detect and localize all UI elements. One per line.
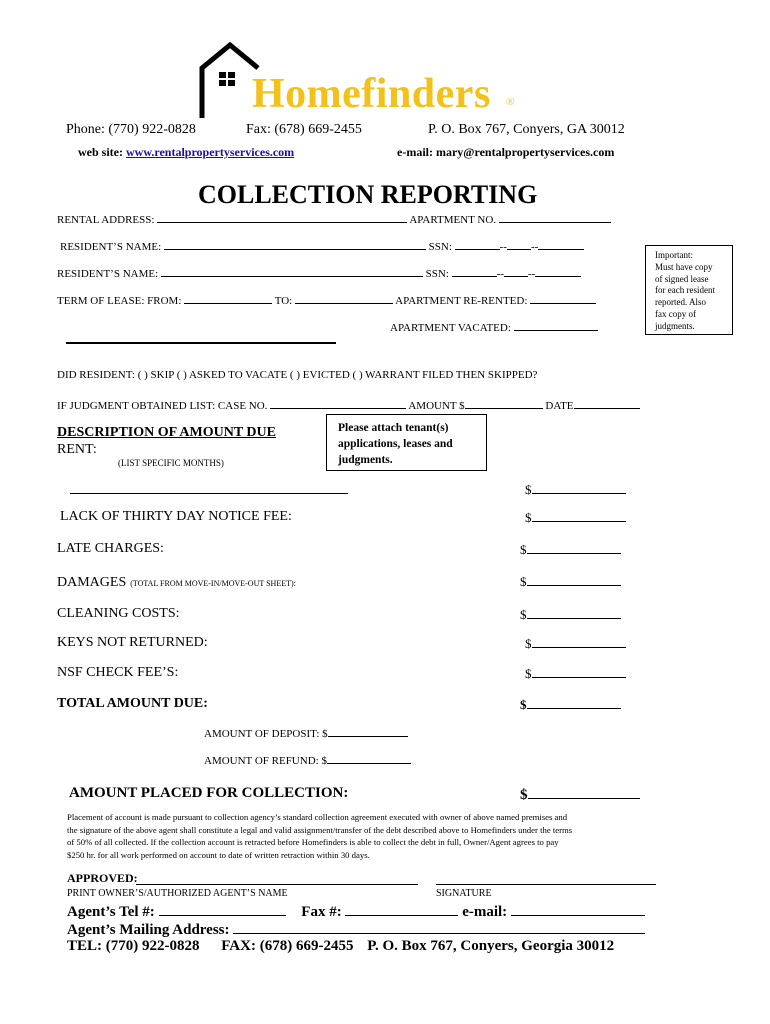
- deposit-field[interactable]: [328, 725, 408, 737]
- important-note-line: fax copy of: [655, 308, 696, 319]
- ssn-field-part3[interactable]: [535, 265, 581, 277]
- important-note-line: Important:: [655, 250, 693, 260]
- ssn-separator: --: [499, 241, 507, 253]
- judgment-amount-field[interactable]: [465, 397, 543, 409]
- damages-amount: [520, 574, 621, 590]
- dollar-sign: $: [520, 697, 527, 712]
- judgment-amount-label: AMOUNT $: [408, 400, 465, 412]
- ssn-label: SSN:: [428, 241, 452, 253]
- amount-placed-field[interactable]: [528, 785, 640, 799]
- lease-term-row: [57, 292, 596, 307]
- amount-placed-amount: [520, 785, 640, 804]
- approved-row: [67, 871, 138, 886]
- judgment-row: [57, 397, 640, 412]
- term-from-field[interactable]: [184, 292, 272, 304]
- rent-amount-field[interactable]: [532, 482, 626, 494]
- agent-email-field[interactable]: [511, 902, 645, 916]
- apartment-no-label: APARTMENT NO.: [409, 214, 497, 226]
- phone-text: Phone: (770) 922-0828: [66, 122, 196, 137]
- website-link[interactable]: www.rentalpropertyservices.com: [126, 145, 295, 159]
- keys-label: KEYS NOT RETURNED:: [57, 635, 208, 650]
- registered-mark: ®: [506, 96, 515, 108]
- apartment-vacated-field[interactable]: [514, 319, 598, 331]
- rental-address-row: [57, 211, 611, 226]
- dollar-sign: $: [520, 542, 527, 557]
- refund-label: AMOUNT OF REFUND: $: [204, 755, 327, 767]
- attach-note-box: [326, 414, 487, 471]
- legal-paragraph: [67, 811, 572, 861]
- refund-row: [204, 752, 411, 767]
- apartment-vacated-row: [390, 319, 598, 334]
- ssn-field-part1[interactable]: [455, 238, 500, 250]
- resident-name-row-1: [60, 238, 584, 253]
- judgment-date-field[interactable]: [574, 397, 640, 409]
- agent-contact-row: [67, 902, 645, 921]
- term-from-label: TERM OF LEASE: FROM:: [57, 295, 182, 307]
- dollar-sign: $: [520, 787, 528, 803]
- case-no-field[interactable]: [270, 397, 406, 409]
- dollar-sign: $: [525, 510, 532, 525]
- agent-mailing-label: Agent’s Mailing Address:: [67, 922, 230, 938]
- dollar-sign: $: [520, 607, 527, 622]
- footer-contact: [67, 938, 614, 955]
- dollar-sign: $: [525, 636, 532, 651]
- resident-name-field[interactable]: [164, 238, 426, 250]
- ssn-field-part3[interactable]: [538, 238, 584, 250]
- dollar-sign: $: [525, 482, 532, 497]
- resident-name-label: RESIDENT’S NAME:: [57, 268, 159, 280]
- case-no-label: IF JUDGMENT OBTAINED LIST: CASE NO.: [57, 400, 268, 412]
- late-charges-field[interactable]: [527, 542, 621, 554]
- list-months-note: (LIST SPECIFIC MONTHS): [118, 458, 224, 468]
- thirty-day-label: LACK OF THIRTY DAY NOTICE FEE:: [60, 509, 292, 524]
- nsf-amount: [525, 666, 626, 682]
- term-to-label: TO:: [274, 295, 293, 307]
- signature-label: SIGNATURE: [436, 888, 492, 899]
- attach-note-line: applications, leases and: [338, 438, 453, 450]
- agent-fax-field[interactable]: [345, 902, 458, 916]
- cleaning-label: CLEANING COSTS:: [57, 606, 180, 621]
- damages-row: [57, 573, 296, 591]
- refund-field[interactable]: [327, 752, 411, 764]
- important-note-box: [645, 245, 733, 335]
- ssn-label: SSN:: [425, 268, 449, 280]
- late-charges-label: LATE CHARGES:: [57, 541, 164, 556]
- ssn-separator: --: [527, 268, 536, 280]
- damages-label: DAMAGES: [57, 575, 127, 590]
- cleaning-field[interactable]: [527, 607, 621, 619]
- resident-name-field[interactable]: [161, 265, 423, 277]
- agent-tel-label: Agent’s Tel #:: [67, 904, 155, 920]
- brand-name: Homefinders: [252, 71, 491, 117]
- resident-name-row-2: [57, 265, 581, 280]
- ssn-separator: --: [530, 241, 539, 253]
- footer-po-box: P. O. Box 767, Conyers, Georgia 30012: [367, 938, 615, 954]
- term-to-field[interactable]: [295, 292, 393, 304]
- rent-label: RENT:: [57, 442, 97, 457]
- agent-mailing-field[interactable]: [233, 920, 645, 934]
- signature-field[interactable]: [436, 884, 656, 885]
- nsf-label: NSF CHECK FEE’S:: [57, 665, 179, 680]
- agent-tel-field[interactable]: [159, 902, 286, 916]
- rent-months-field[interactable]: [70, 493, 348, 494]
- footer-tel: TEL: (770) 922-0828: [67, 938, 200, 954]
- damages-field[interactable]: [527, 574, 621, 586]
- dollar-sign: $: [525, 666, 532, 681]
- thirty-day-amount: [525, 510, 626, 526]
- important-note-line: for each resident: [655, 285, 715, 296]
- important-note-line: judgments.: [655, 320, 695, 331]
- dollar-sign: $: [520, 574, 527, 589]
- keys-field[interactable]: [532, 636, 626, 648]
- did-resident-options[interactable]: DID RESIDENT: ( ) SKIP ( ) ASKED TO VACATE ( ) EVICTED ( ) WARRANT FILED THEN SKIPPED?: [57, 369, 538, 381]
- approved-name-field[interactable]: [136, 884, 418, 885]
- page-title: COLLECTION REPORTING: [198, 180, 538, 209]
- important-note-line: reported. Also: [655, 297, 706, 308]
- rent-amount: [525, 482, 626, 498]
- thirty-day-field[interactable]: [532, 510, 626, 522]
- late-charges-amount: [520, 542, 621, 558]
- website-line: [78, 145, 294, 160]
- ssn-field-part2[interactable]: [507, 238, 531, 250]
- nsf-field[interactable]: [532, 666, 626, 678]
- apartment-rerented-label: APARTMENT RE-RENTED:: [395, 295, 528, 307]
- ssn-field-part1[interactable]: [452, 265, 497, 277]
- judgment-date-label: DATE: [545, 400, 574, 412]
- resident-name-label: RESIDENT’S NAME:: [60, 241, 162, 253]
- attach-note-line: judgments.: [338, 454, 393, 466]
- ssn-field-part2[interactable]: [504, 265, 528, 277]
- legal-line: of 50% of all collected. If the collection account is retracted before Homefinders is able to collect the debt in full, Owner/Agent agrees to pay: [67, 837, 559, 848]
- ssn-separator: --: [496, 268, 504, 280]
- apartment-rerented-field[interactable]: [530, 292, 596, 304]
- attach-note-line: Please attach tenant(s): [338, 422, 449, 434]
- rental-address-field[interactable]: [157, 211, 407, 223]
- amount-placed-label: AMOUNT PLACED FOR COLLECTION:: [69, 785, 349, 801]
- agent-mailing-row: [67, 920, 645, 939]
- print-name-label: PRINT OWNER’S/AUTHORIZED AGENT’S NAME: [67, 888, 288, 899]
- cleaning-amount: [520, 607, 621, 623]
- amount-due-heading: DESCRIPTION OF AMOUNT DUE: [57, 425, 276, 440]
- legal-line: the signature of the above agent shall constitute a legal and valid assignment/transfer of the debt described above to Homefinders under the terms: [67, 824, 573, 835]
- agent-email-label: e-mail:: [462, 904, 508, 920]
- agent-fax-label: Fax #:: [301, 904, 342, 920]
- total-label: TOTAL AMOUNT DUE:: [57, 696, 208, 711]
- important-note-line: Must have copy: [655, 261, 713, 272]
- po-box-text: P. O. Box 767, Conyers, GA 30012: [428, 122, 625, 137]
- important-note-line: of signed lease: [655, 273, 709, 284]
- damages-note: (TOTAL FROM MOVE-IN/MOVE-OUT SHEET):: [130, 579, 296, 588]
- rental-address-label: RENTAL ADDRESS:: [57, 214, 155, 226]
- apartment-no-field[interactable]: [499, 211, 611, 223]
- deposit-row: [204, 725, 408, 740]
- legal-line: Placement of account is made pursuant to collection agency’s standard collection agreement executed with owner of above named premises and: [67, 812, 568, 822]
- total-amount: [520, 697, 621, 713]
- legal-line: $250 hr. for all work performed on account to date of written retraction within 30 days.: [67, 849, 370, 860]
- fax-text: Fax: (678) 669-2455: [246, 122, 362, 137]
- deposit-label: AMOUNT OF DEPOSIT: $: [204, 728, 328, 740]
- total-field[interactable]: [527, 697, 621, 709]
- footer-fax: FAX: (678) 669-2455: [221, 938, 354, 954]
- apartment-vacated-label: APARTMENT VACATED:: [390, 322, 511, 334]
- website-label: web site:: [78, 145, 123, 159]
- separator-thick-line: [66, 342, 336, 344]
- keys-amount: [525, 636, 626, 652]
- email-text[interactable]: e-mail: mary@rentalpropertyservices.com: [397, 145, 615, 159]
- approved-label: APPROVED:: [67, 871, 138, 885]
